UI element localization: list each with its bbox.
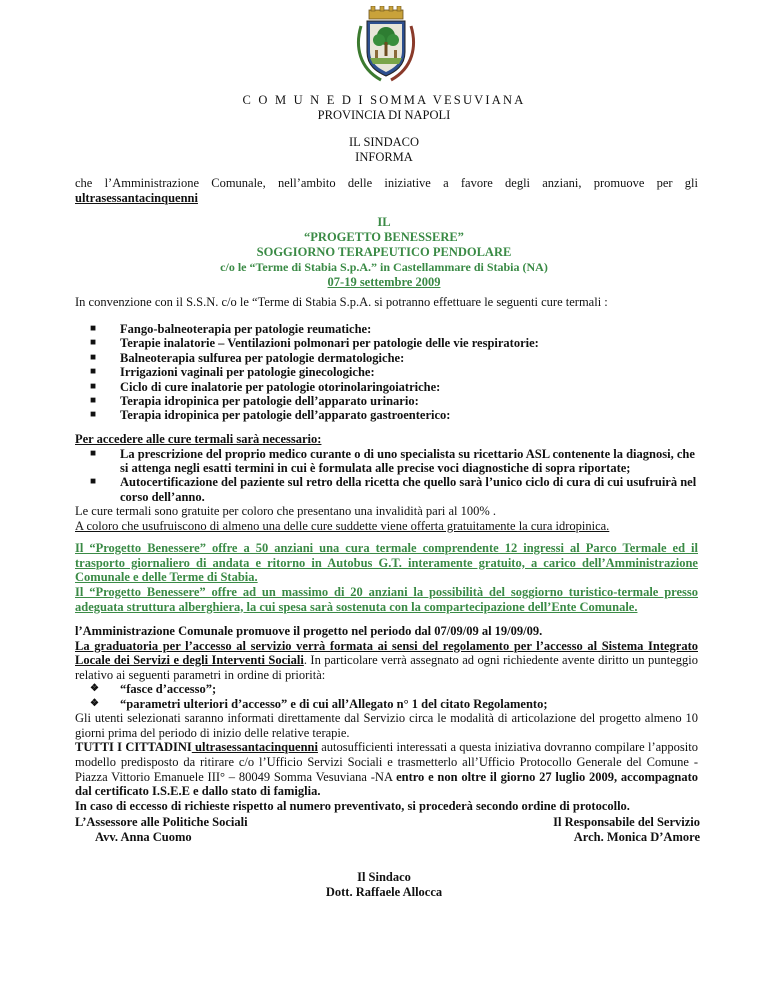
cure-text: Irrigazioni vaginali per patologie ginecologiche: — [120, 365, 375, 380]
project-line-4: c/o le “Terme di Stabia S.p.A.” in Castellammare di Stabia (NA) — [220, 260, 548, 274]
list-item — [75, 697, 698, 711]
left-role: L’Assessore alle Politiche Sociali — [75, 815, 248, 829]
square-bullet-icon: ■ — [90, 366, 97, 378]
cure-text: Terapia idropinica per patologie dell’apparato gastroenterico: — [120, 408, 451, 423]
left-signature — [75, 815, 248, 845]
mayor-role: Il Sindaco — [357, 870, 411, 884]
period-text: l’Amministrazione Comunale promuove il progetto nel periodo dal 07/09/09 al 19/09/09. — [75, 624, 543, 638]
ranking-lead: La graduatoria per l’accesso al servizio verrà formata ai sensi del regolamento per l’accesso al Sistema Integrato Locale dei Servizi e degli Interventi Sociali — [75, 638, 698, 668]
access-heading: Per accedere alle cure termali sarà necessario: — [75, 432, 322, 446]
square-bullet-icon: ■ — [90, 476, 97, 488]
call-text: autosufficienti interessati a questa iniziativa dovranno compilare l’apposito modello predisposto da ritirare c/o l’Ufficio Servizi Sociali e trasmetterlo all’Ufficio Protocollo Generale del Comune - Piazza Vittorio Emanuele III° – 80049 Somma Vesuviana -NA — [75, 740, 698, 784]
list-item — [75, 682, 698, 696]
diamond-bullet-icon: ❖ — [90, 683, 99, 695]
comune-title — [0, 93, 768, 108]
left-name: Avv. Anna Cuomo — [95, 830, 192, 844]
cures-list — [75, 322, 698, 423]
offer-2: Il “Progetto Benessere” offre ad un massimo di 20 anziani la possibilità del soggiorno turistico-termale presso adeguata struttura alberghiera, la cui spesa sarà sostenuta con la compartecipazione dell’Ente Comunale. — [75, 585, 698, 614]
project-line-2: “PROGETTO BENESSERE” — [304, 230, 464, 244]
provincia: PROVINCIA DI NAPOLI — [317, 108, 451, 122]
cure-text: Fango-balneoterapia per patologie reumatiche: — [120, 322, 372, 336]
inform-text: Gli utenti selezionati saranno informati direttamente dal Servizio circa le modalità di articolazione del progetto almeno 10 giorni prima del periodo di inizio delle relative terapie. — [75, 711, 698, 740]
call-target: ultrasessantacinquenni — [191, 740, 318, 755]
project-title — [0, 215, 768, 290]
call-all: TUTTI I CITTADINI — [75, 740, 192, 755]
cure-text: Terapie inalatorie – Ventilazioni polmonari per patologie delle vie respiratorie: — [120, 336, 539, 351]
intro-paragraph — [75, 176, 698, 205]
il-sindaco: IL SINDACO — [348, 135, 420, 149]
ranking-section — [75, 624, 698, 813]
square-bullet-icon: ■ — [90, 337, 97, 349]
idro-note: A coloro che usufruiscono di almeno una delle cure suddette viene offerta gratuitamente la cura idropinica. — [75, 518, 610, 533]
square-bullet-icon: ■ — [90, 380, 97, 392]
cure-text: Terapia idropinica per patologie dell’apparato urinario: — [120, 394, 419, 409]
access-item-text: La prescrizione del proprio medico curante o di uno specialista su ricettario ASL contenente la diagnosi, che si attenga negli esatti termini in cui è formulata alle precise voci diagnostiche di sopra riportate; — [120, 446, 695, 475]
cure-text: Ciclo di cure inalatorie per patologie otorinolaringoiatriche: — [120, 379, 441, 394]
cure-text: Balneoterapia sulfurea per patologie dermatologiche: — [120, 350, 405, 365]
list-item — [75, 447, 698, 476]
param-text: “parametri ulteriori d’accesso” e di cui all’Allegato n° 1 del citato Regolamento; — [120, 696, 548, 711]
list-item — [75, 322, 698, 336]
right-name: Arch. Monica D’Amore — [573, 830, 700, 844]
list-item — [75, 394, 698, 408]
list-item — [75, 336, 698, 350]
list-item — [75, 365, 698, 379]
list-item — [75, 380, 698, 394]
intro-target: ultrasessantacinquenni — [75, 190, 198, 205]
intro-text: che l’Amministrazione Comunale, nell’ambito delle iniziative a favore degli anziani, promuove per gli — [75, 176, 698, 190]
list-item — [75, 351, 698, 365]
list-item — [75, 475, 698, 504]
square-bullet-icon: ■ — [90, 395, 97, 407]
convention-text: In convenzione con il S.S.N. c/o le “Terme di Stabia S.p.A. si potranno effettuare le seguenti cure termali : — [75, 295, 608, 309]
ranking-rest: . In particolare verrà assegnato ad ogni richiedente avente diritto un punteggio relativo ai seguenti parametri in ordine di priorità: — [75, 653, 699, 682]
municipal-coat-of-arms-icon — [355, 6, 417, 84]
list-item — [75, 408, 698, 422]
free-note: Le cure termali sono gratuite per coloro che presentano una invalidità pari al 100% . — [75, 504, 497, 519]
square-bullet-icon: ■ — [90, 447, 97, 459]
comune-name: C O M U N E D I SOMMA VESUVIANA — [242, 93, 526, 107]
mayor-signature — [0, 870, 768, 900]
access-item-text: Autocertificazione del paziente sul retro della ricetta che quello sarà l’unico ciclo di cura di cui usufruirà nel corso dell’anno. — [120, 475, 697, 504]
project-line-3: SOGGIORNO TERAPEUTICO PENDOLARE — [256, 245, 512, 259]
project-dates: 07-19 settembre 2009 — [327, 275, 441, 289]
square-bullet-icon: ■ — [90, 351, 97, 363]
offer-1: Il “Progetto Benessere” offre a 50 anziani una cura termale comprendente 12 ingressi al Parco Termale ed il trasporto giornaliero di andata e ritorno in Autobus G.T. interamente gratuito, a carico dell’Amministrazione Comunale e delle Terme di Stabia. — [75, 541, 698, 585]
param-text: “fasce d’accesso”; — [120, 682, 217, 697]
access-section — [75, 432, 698, 533]
square-bullet-icon: ■ — [90, 409, 97, 421]
square-bullet-icon: ■ — [90, 323, 97, 334]
informa: INFORMA — [355, 150, 413, 164]
right-signature — [532, 815, 700, 845]
diamond-bullet-icon: ❖ — [90, 697, 99, 709]
call-deadline: entro e non oltre il giorno 27 luglio 2009, accompagnato dal certificato I.S.E.E e dallo stato di famiglia. — [75, 769, 698, 799]
excess-note: In caso di eccesso di richieste rispetto al numero preventivato, si procederà secondo ordine di protocollo. — [75, 798, 630, 813]
mayor-name: Dott. Raffaele Allocca — [325, 885, 443, 899]
project-line-1: IL — [377, 215, 391, 229]
right-role: Il Responsabile del Servizio — [553, 815, 700, 829]
